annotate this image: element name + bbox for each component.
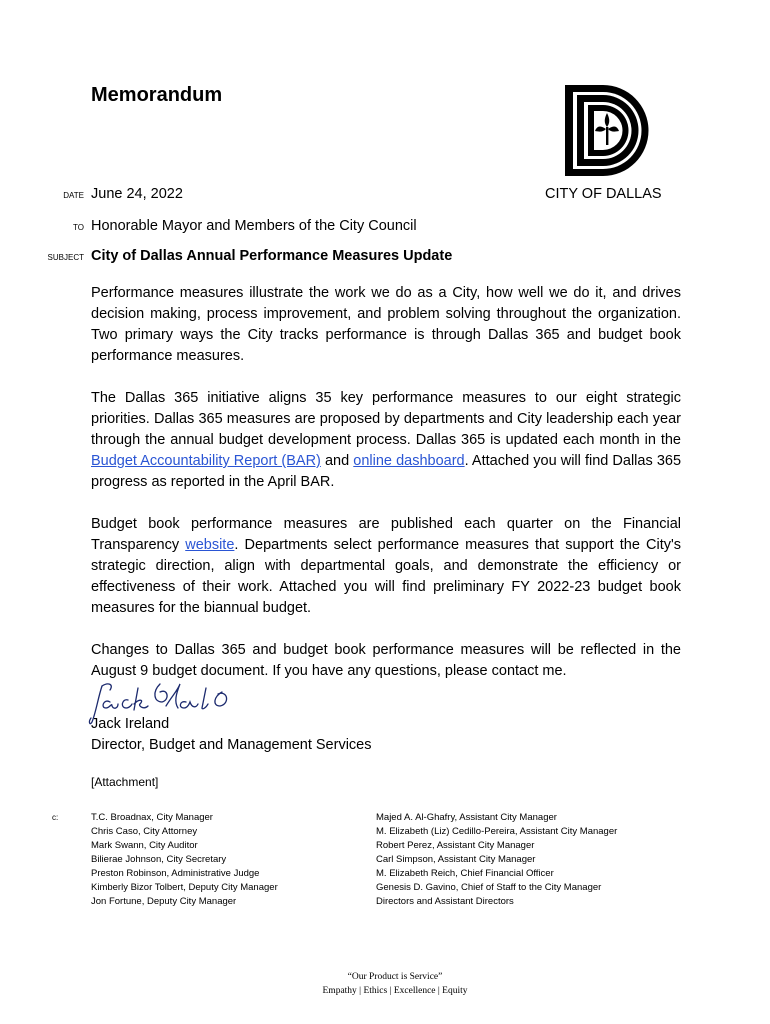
cc-recipient: T.C. Broadnax, City Manager [91, 812, 213, 823]
footer [0, 970, 770, 998]
attachment-note: [Attachment] [91, 775, 159, 789]
cc-label: c: [52, 813, 59, 822]
paragraph-3: Budget book performance measures are published each quarter on the Financial Transparency website. Departments select performance measures that support the City's strategic direction, align with departmental goals, and demonstrate the efficiency or effectiveness of their work. Attached you will find preliminary FY 2022-23 budget book measures for the biannual budget. [91, 516, 682, 616]
cc-recipient: Genesis D. Gavino, Chief of Staff to the City Manager [376, 882, 602, 893]
to-label: TO [73, 223, 84, 232]
date-label: DATE [63, 191, 84, 200]
cc-recipient: Chris Caso, City Attorney [91, 826, 198, 837]
subject-label: SUBJECT [47, 253, 84, 262]
paragraph-4: Changes to Dallas 365 and budget book performance measures will be reflected in the August 9 budget document. If you have any questions, please contact me. [91, 642, 681, 679]
cc-recipient: Directors and Assistant Directors [376, 896, 514, 907]
memo-subject: City of Dallas Annual Performance Measures Update [91, 248, 453, 264]
cc-recipient: M. Elizabeth Reich, Chief Financial Officer [376, 868, 554, 879]
memo-body [91, 283, 681, 682]
cc-list-left [91, 811, 278, 909]
cc-recipient: Preston Robinson, Administrative Judge [91, 868, 260, 879]
city-of-dallas-logo [563, 83, 653, 178]
cc-recipient: M. Elizabeth (Liz) Cedillo-Pereira, Assistant City Manager [376, 826, 618, 837]
financial-transparency-website-link[interactable]: website [185, 537, 235, 553]
budget-accountability-report-link[interactable]: Budget Accountability Report (BAR) [91, 453, 321, 469]
cc-recipient: Robert Perez, Assistant City Manager [376, 840, 535, 851]
cc-recipient: Mark Swann, City Auditor [91, 840, 198, 851]
signature-block [91, 714, 371, 756]
paragraph-1: Performance measures illustrate the work we do as a City, how well we do it, and drives decision making, process improvement, and problem solving throughout the organization. Two primary ways the City tracks performance is through Dallas 365 and budget book performance measures. [91, 285, 681, 364]
cc-recipient: Majed A. Al-Ghafry, Assistant City Manager [376, 812, 557, 823]
footer-values: Empathy | Ethics | Excellence | Equity [322, 986, 468, 996]
memo-date: June 24, 2022 [91, 186, 183, 202]
cc-list-right [376, 811, 617, 909]
cc-recipient: Jon Fortune, Deputy City Manager [91, 896, 237, 907]
signer-title: Director, Budget and Management Services [91, 737, 372, 753]
cc-recipient: Kimberly Bizor Tolbert, Deputy City Manager [91, 882, 278, 893]
organization-name: CITY OF DALLAS [545, 186, 662, 202]
cc-recipient: Bilierae Johnson, City Secretary [91, 854, 227, 865]
paragraph-2: The Dallas 365 initiative aligns 35 key performance measures to our eight strategic priorities. Dallas 365 measures are proposed by departments and City leadership each year through the annual budget development process. Dallas 365 is updated each month in the Budget Accountability Report (BAR) and online dashboard. Attached you will find Dallas 365 progress as reported in the April BAR. [91, 390, 682, 490]
memo-recipient: Honorable Mayor and Members of the City Council [91, 218, 417, 234]
online-dashboard-link[interactable]: online dashboard [353, 453, 465, 469]
memo-title: Memorandum [91, 84, 223, 106]
cc-recipient: Carl Simpson, Assistant City Manager [376, 854, 536, 865]
footer-motto: “Our Product is Service” [347, 972, 443, 982]
signer-name: Jack Ireland [91, 716, 170, 732]
